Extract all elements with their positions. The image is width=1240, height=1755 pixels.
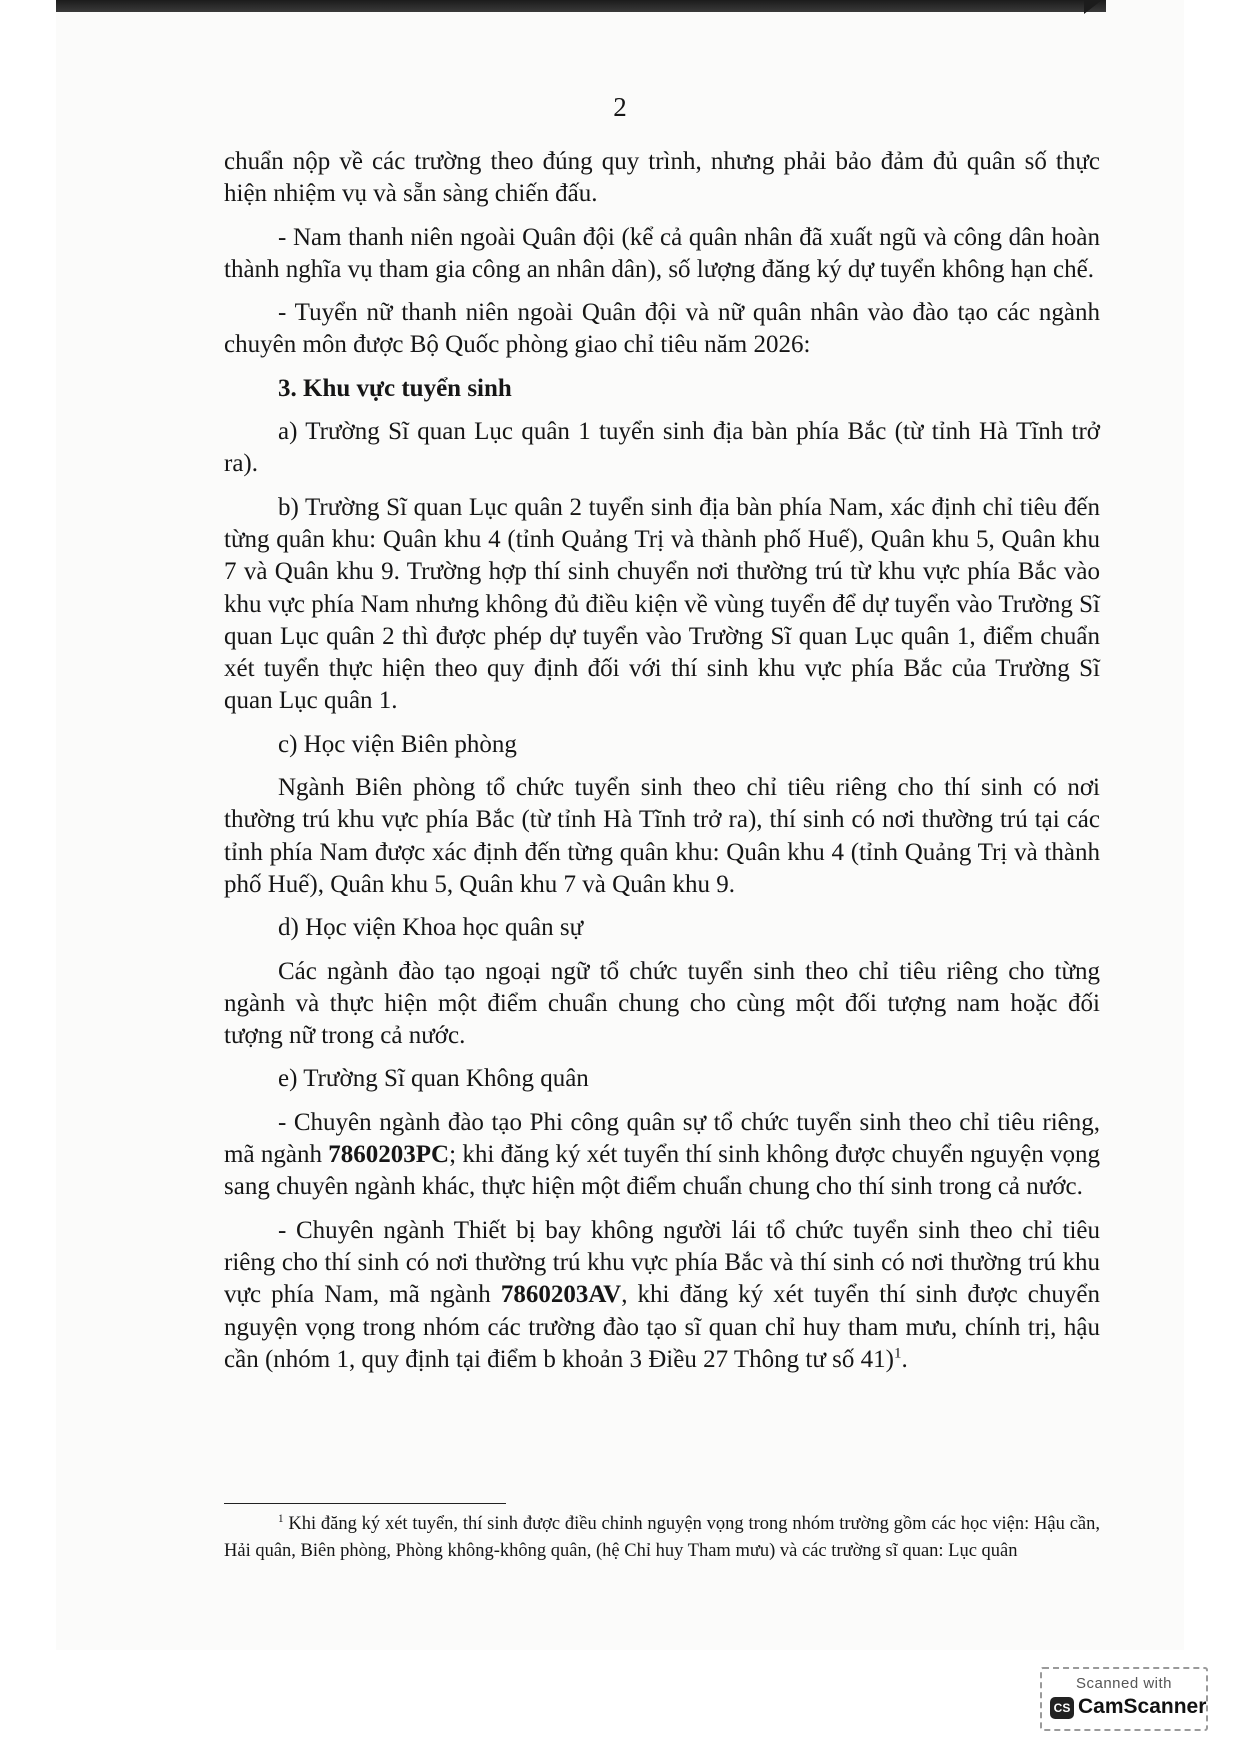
watermark-brand: CamScanner [1078,1695,1207,1718]
pilot-text-after: ; khi đăng ký xét tuyển thí sinh không được chuyển nguyện vọng sang chuyên ngành khác, thực hiện một điểm chuẩn chung cho thí sinh trong cả nước. [224,1141,1101,1201]
watermark-caption: Scanned with [1075,1675,1173,1692]
paragraph-male-youth: - Nam thanh niên ngoài Quân đội (kể cả quân nhân đã xuất ngũ và công dân hoàn thành nghĩa vụ tham gia công an nhân dân), số lượng đăng ký dự tuyển không hạn chế. [224,223,1100,283]
uav-major-code: 7860203AV [500,1281,622,1309]
paragraph-female-youth: - Tuyển nữ thanh niên ngoài Quân đội và nữ quân nhân vào đào tạo các ngành chuyên môn được Bộ Quốc phòng giao chỉ tiêu năm 2026: [224,299,1100,359]
camscanner-watermark [1040,1667,1208,1731]
body-text [224,146,1100,1387]
paragraph-pilot [224,1107,1100,1204]
footnote [224,1511,1100,1565]
paragraph-item-d: d) Học viện Khoa học quân sự [278,914,584,942]
camscanner-logo-icon: CS [1050,1697,1074,1719]
paragraph-uav [224,1215,1100,1376]
pilot-text-before: - Chuyên ngành đào tạo Phi công quân sự tổ chức tuyển sinh theo chỉ tiêu riêng, mã ngành [224,1108,1100,1169]
paragraph-item-a: a) Trường Sĩ quan Lục quân 1 tuyển sinh địa bàn phía Bắc (từ tỉnh Hà Tĩnh trở ra). [224,418,1100,478]
paragraph-item-b: b) Trường Sĩ quan Lục quân 2 tuyển sinh địa bàn phía Nam, xác định chỉ tiêu đến từng quân khu: Quân khu 4 (tỉnh Quảng Trị và thành phố Huế), Quân khu 5, Quân khu 7 và Quân khu 9. Trường hợp thí sinh chuyển nơi thường trú từ khu vực phía Bắc vào khu vực phía Nam nhưng không đủ điều kiện về vùng tuyển để dự tuyển vào Trường Sĩ quan Lục quân 2 thì được phép dự tuyển vào Trường Sĩ quan Lục quân 1, điểm chuẩn xét tuyển thực hiện theo quy định đối với thí sinh khu vực phía Bắc của Trường Sĩ quan Lục quân 1. [224,493,1100,715]
paragraph-item-c: c) Học viện Biên phòng [278,730,517,758]
footnote-text: Khi đăng ký xét tuyển, thí sinh được điều chỉnh nguyện vọng trong nhóm trường gồm các học viện: Hậu cần, Hải quân, Biên phòng, Phòng không-không quân, (hệ Chỉ huy Tham mưu) và các trường sĩ quan: Lục quân [224,1514,1100,1561]
page-number: 2 [613,92,627,122]
paragraph-item-e: e) Trường Sĩ quan Không quân [278,1065,589,1093]
uav-text-end: . [901,1345,908,1373]
scan-top-edge-tip [1084,0,1102,14]
paragraph-continued: chuẩn nộp về các trường theo đúng quy trình, nhưng phải bảo đảm đủ quân số thực hiện nhiệm vụ và sẵn sàng chiến đấu. [224,148,1100,208]
uav-text-after: , khi đăng ký xét tuyển thí sinh được chuyển nguyện vọng trong nhóm các trường đào tạo sĩ quan chỉ huy tham mưu, chính trị, hậu cần (nhóm 1, quy định tại điểm b khoản 3 Điều 27 Thông tư số 41) [224,1281,1100,1373]
paragraph-border-guard: Ngành Biên phòng tổ chức tuyển sinh theo chỉ tiêu riêng cho thí sinh có nơi thường trú khu vực phía Bắc (từ tỉnh Hà Tĩnh trở ra), thí sinh có nơi thường trú tại các tỉnh phía Nam được xác định đến từng quân khu: Quân khu 4 (tỉnh Quảng Trị và thành phố Huế), Quân khu 5, Quân khu 7 và Quân khu 9. [224,774,1100,898]
section-heading: 3. Khu vực tuyển sinh [278,374,512,402]
footnote-divider [224,1503,506,1504]
scan-top-edge [56,0,1106,12]
paragraph-languages: Các ngành đào tạo ngoại ngữ tổ chức tuyển sinh theo chỉ tiêu riêng cho từng ngành và thực hiện một điểm chuẩn chung cho cùng một đối tượng nam hoặc đối tượng nữ trong cả nước. [224,957,1100,1050]
footnote-reference: 1 [893,1345,902,1362]
footnote-marker: 1 [278,1512,284,1525]
uav-text-before: - Chuyên ngành Thiết bị bay không người lái tổ chức tuyển sinh theo chỉ tiêu riêng cho thí sinh có nơi thường trú khu vực phía Bắc và thí sinh có nơi thường trú khu vực phía Nam, mã ngành [224,1216,1100,1309]
pilot-major-code: 7860203PC [328,1141,450,1169]
